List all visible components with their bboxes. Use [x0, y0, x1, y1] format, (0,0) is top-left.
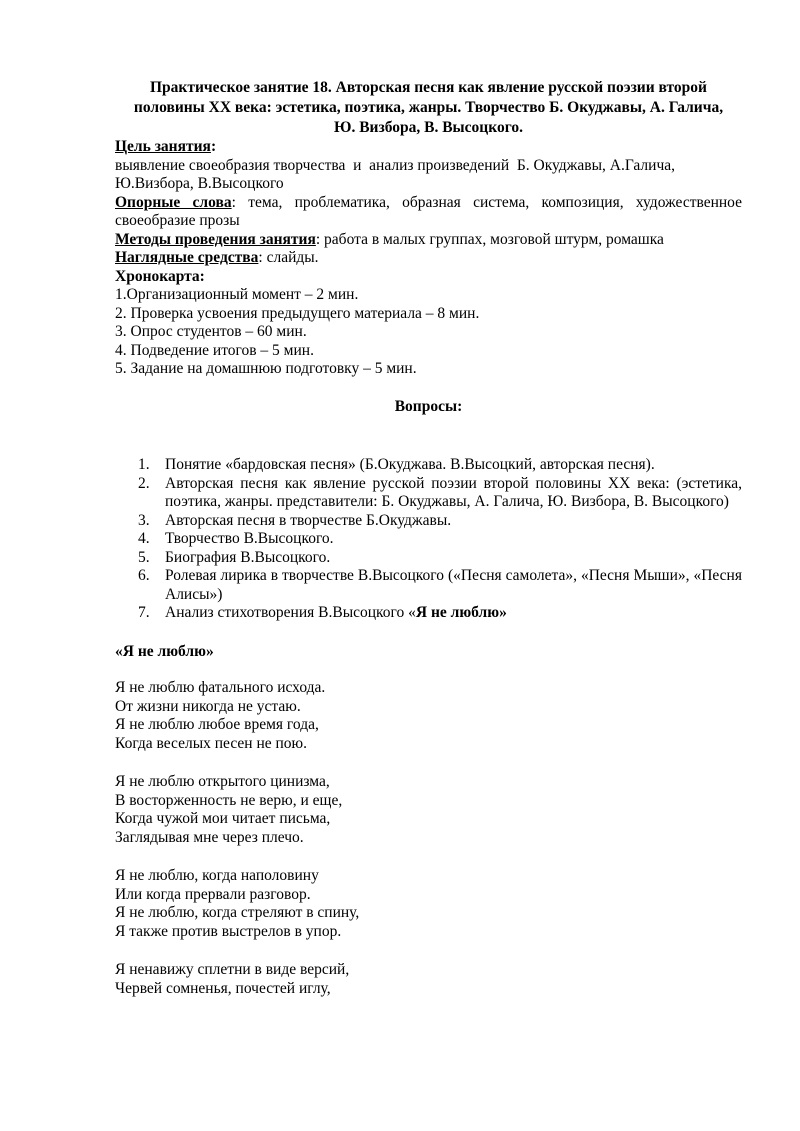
question-item — [115, 475, 742, 512]
poem-line: Червей сомненья, почестей иглу, — [115, 979, 331, 997]
question-text — [165, 604, 742, 623]
poem-line: Заглядывая мне через плечо. — [115, 828, 304, 846]
visual-aids-label: Наглядные средства — [115, 249, 259, 266]
poem-line: Я не люблю, когда стреляют в спину, — [115, 904, 360, 921]
goal-line-1: выявление своеобразия творчества и анализ произведений Б. Окуджавы, А.Галича, — [115, 156, 675, 174]
chronocard-item: 4. Подведение итогов – 5 мин. — [115, 341, 314, 359]
poem-stanza — [115, 867, 742, 941]
question-text-bold: Я не люблю» — [415, 604, 507, 621]
goal-label: Цель занятия — [115, 138, 211, 155]
methods-text: : работа в малых группах, мозговой штурм, ромашка — [315, 230, 664, 248]
question-text: Биография В.Высоцкого. — [165, 548, 331, 566]
question-item — [115, 512, 742, 531]
goal-heading — [115, 138, 742, 157]
questions-heading: Вопросы: — [394, 397, 463, 415]
keywords-paragraph — [115, 194, 742, 231]
question-number: 4. — [138, 530, 150, 547]
question-text: Понятие «бардовская песня» (Б.Окуджава. В.Высоцкий, авторская песня). — [165, 456, 655, 473]
question-number: 2. — [138, 474, 150, 492]
question-text: Авторская песня в творчестве Б.Окуджавы. — [165, 511, 452, 529]
goal-text-line-2 — [115, 175, 742, 194]
chronocard-item: 2. Проверка усвоения предыдущего материала – 8 мин. — [115, 304, 480, 322]
visual-aids-paragraph — [115, 249, 742, 268]
chronocard-label: Хронокарта: — [115, 267, 205, 285]
question-text-plain: Анализ стихотворения В.Высоцкого « — [165, 604, 416, 621]
visual-aids-text: : слайды. — [258, 249, 319, 266]
poem-line: Я не люблю открытого цинизма, — [115, 773, 330, 790]
poem-line: Я ненавижу сплетни в виде версий, — [115, 961, 350, 978]
keywords-text: : тема, проблематика, образная система, композиция, художественное своеобразие прозы — [115, 193, 742, 229]
question-text: Творчество В.Высоцкого. — [165, 530, 334, 547]
question-number: 3. — [138, 511, 150, 529]
question-item — [115, 549, 742, 568]
poem-stanza — [115, 679, 742, 753]
question-item — [115, 604, 742, 623]
chronocard-item: 1.Организационный момент – 2 мин. — [115, 286, 359, 303]
chronocard-item: 5. Задание на домашнюю подготовку – 5 мин. — [115, 360, 417, 377]
poem-line: Я также против выстрелов в упор. — [115, 922, 342, 940]
title-line-1: Практическое занятие 18. Авторская песня как явление русской поэзии второй — [150, 79, 707, 96]
question-item — [115, 567, 742, 604]
question-item — [115, 456, 742, 475]
poem-line: В восторженность не верю, и еще, — [115, 791, 343, 809]
questions-list — [115, 456, 742, 623]
methods-paragraph — [115, 231, 742, 250]
page-title — [115, 78, 742, 138]
chronocard — [115, 268, 742, 379]
question-number: 5. — [138, 548, 150, 566]
question-number: 1. — [138, 456, 150, 473]
question-number: 7. — [138, 604, 150, 621]
title-line-3: Ю. Визбора, В. Высоцкого. — [334, 119, 523, 136]
poem-line: Или когда прервали разговор. — [115, 885, 311, 903]
question-number: 6. — [138, 567, 150, 584]
poem-line: Я не люблю любое время года, — [115, 716, 319, 733]
chronocard-item: 3. Опрос студентов – 60 мин. — [115, 323, 307, 340]
poem-line: Я не люблю, когда наполовину — [115, 867, 319, 884]
question-item — [115, 530, 742, 549]
goal-colon: : — [210, 138, 217, 155]
methods-label: Методы проведения занятия — [115, 230, 316, 248]
poem-line: Когда веселых песен не пою. — [115, 734, 307, 752]
poem-line: Я не люблю фатального исхода. — [115, 679, 326, 696]
document-content — [115, 78, 742, 998]
question-text: Ролевая лирика в творчестве В.Высоцкого («Песня самолета», «Песня Мыши», «Песня Алисы») — [165, 567, 742, 603]
question-text: Авторская песня как явление русской поэзии второй половины ХХ века: (эстетика, поэтика, жанры. представители: Б. Окуджавы, А. Галича, Ю. Визбора, В. Высоцкого) — [165, 474, 742, 510]
poem-line: От жизни никогда не устаю. — [115, 697, 301, 715]
goal-text-line-1 — [115, 157, 742, 176]
goal-line-2: Ю.Визбора, В.Высоцкого — [115, 175, 284, 192]
poem-stanza — [115, 773, 742, 847]
title-line-2: половины ХХ века: эстетика, поэтика, жанры. Творчество Б. Окуджавы, А. Галича, — [133, 99, 724, 116]
keywords-label: Опорные слова — [115, 193, 232, 211]
poem-title: «Я не люблю» — [115, 642, 214, 660]
poem-stanza — [115, 961, 742, 998]
poem-line: Когда чужой мои читает письма, — [115, 810, 331, 827]
